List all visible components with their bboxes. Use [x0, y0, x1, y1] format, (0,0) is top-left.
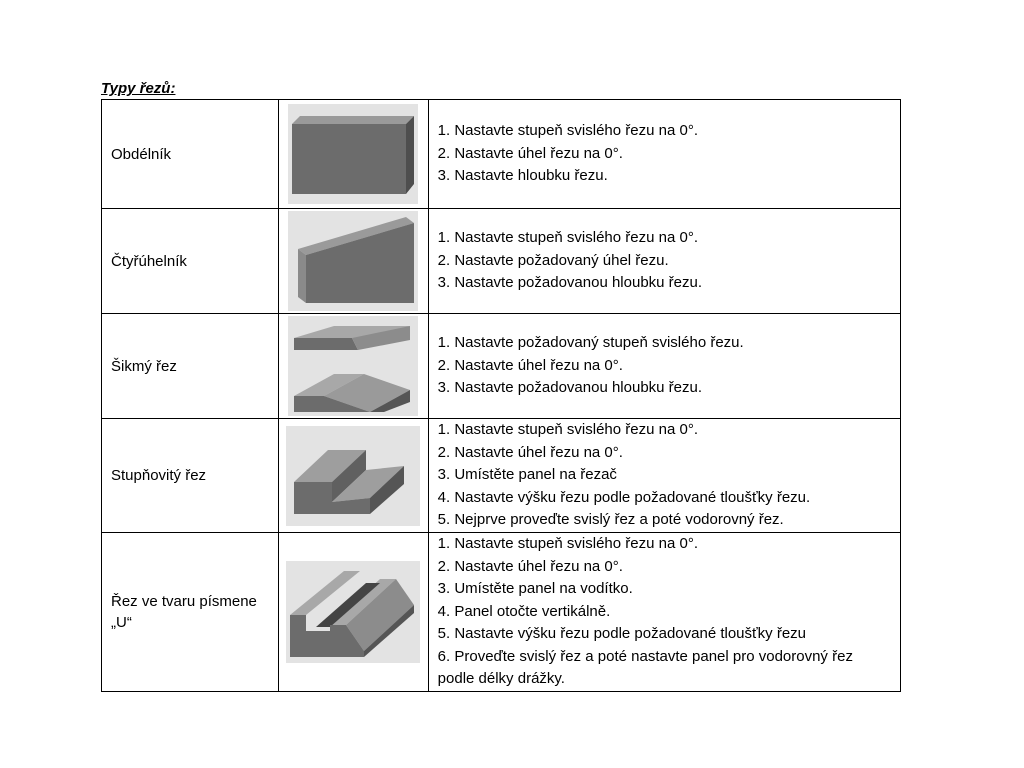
list-item: 1. Nastavte požadovaný stupeň svislého řezu.	[437, 334, 744, 352]
list-item: 6. Proveďte svislý řez a poté nastavte panel pro vodorovný řez	[437, 647, 853, 665]
table-row	[102, 419, 901, 533]
steps-list	[428, 100, 900, 209]
quadrilateral-block-icon	[288, 211, 418, 311]
list-item: 2. Nastavte úhel řezu na 0°.	[437, 356, 623, 374]
list-item: 4. Nastavte výšku řezu podle požadované tloušťky řezu.	[437, 488, 811, 506]
list-item: 3. Nastavte požadovanou hloubku řezu.	[437, 379, 703, 397]
list-item: 3. Umístěte panel na řezač	[437, 466, 617, 484]
table-row	[102, 209, 901, 314]
list-item: 1. Nastavte stupeň svislého řezu na 0°.	[437, 122, 698, 140]
cut-type-name: Stupňovitý řez	[102, 419, 279, 533]
list-item: 2. Nastavte požadovaný úhel řezu.	[437, 251, 669, 269]
list-item: 5. Nastavte výšku řezu podle požadované tloušťky řezu	[437, 625, 806, 642]
cut-type-name: Šikmý řez	[102, 314, 279, 419]
list-item: 1. Nastavte stupeň svislého řezu na 0°.	[437, 421, 698, 439]
table-row	[102, 314, 901, 419]
cut-type-name: Čtyřúhelník	[102, 209, 279, 314]
list-item: 3. Umístěte panel na vodítko.	[437, 580, 633, 597]
cut-type-name: Obdélník	[102, 100, 279, 209]
list-item: 3. Nastavte požadovanou hloubku řezu.	[437, 274, 703, 292]
list-item: 2. Nastavte úhel řezu na 0°.	[437, 144, 623, 162]
list-item: 2. Nastavte úhel řezu na 0°.	[437, 557, 623, 575]
list-item: 5. Nejprve proveďte svislý řez a poté vodorovný řez.	[437, 511, 784, 529]
rectangle-block-icon	[288, 104, 418, 204]
page-heading: Typy řezů:	[101, 80, 176, 97]
cut-type-name: Řez ve tvaru písmene „U“	[102, 533, 279, 692]
list-item: podle délky drážky.	[437, 670, 565, 687]
list-item: 2. Nastavte úhel řezu na 0°.	[437, 443, 623, 461]
step-cut-icon	[286, 426, 420, 526]
table-row	[102, 100, 901, 209]
u-cut-icon	[286, 561, 420, 663]
list-item: 4. Panel otočte vertikálně.	[437, 602, 611, 620]
steps-list	[428, 533, 900, 692]
cut-types-table	[101, 99, 901, 692]
steps-list	[428, 209, 900, 314]
steps-list	[428, 314, 900, 419]
list-item: 1. Nastavte stupeň svislého řezu na 0°.	[437, 535, 698, 552]
list-item: 3. Nastavte hloubku řezu.	[437, 167, 608, 185]
bevel-cut-icon	[288, 316, 418, 416]
table-row	[102, 533, 901, 692]
list-item: 1. Nastavte stupeň svislého řezu na 0°.	[437, 229, 698, 247]
steps-list	[428, 419, 900, 533]
